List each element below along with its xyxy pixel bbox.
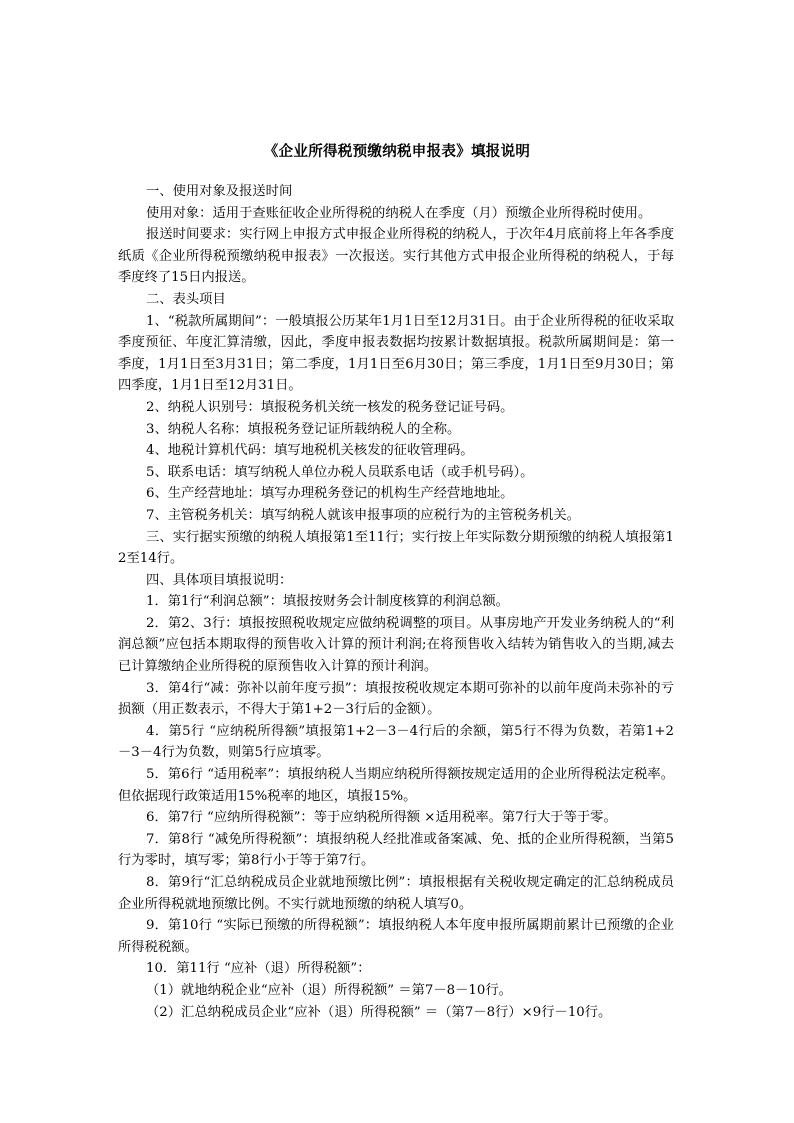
paragraph: 四、具体项目填报说明： (146, 572, 293, 588)
paragraph: 二、表头项目 (146, 291, 226, 307)
paragraph: 10．第11行 “应补（退）所得税额”： (146, 961, 371, 977)
document-body (118, 181, 674, 1023)
paragraph: 8．第9行“汇总纳税成员企业就地预缴比例”：填报根据有关税收规定确定的汇总纳税成员企业所得税就地预缴比例。不实行就地预缴的纳税人填写0。 (118, 875, 674, 912)
paragraph: 7、主管税务机关：填写纳税人就该申报事项的应税行为的主管税务机关。 (146, 507, 580, 523)
paragraph: 3、纳税人名称：填报税务登记证所载纳税人的全称。 (146, 421, 461, 437)
paragraph: 三、实行据实预缴的纳税人填报第1至11行；实行按上年实际数分期预缴的纳税人填报第12至14行。 (118, 529, 674, 567)
paragraph: 7．第8行 “减免所得税额”：填报纳税人经批准或备案减、免、抵的企业所得税额，当第5行为零时，填写零；第8行小于等于第7行。 (118, 831, 674, 869)
paragraph: 2．第2、3行：填报按照税收规定应做纳税调整的项目。从事房地产开发业务纳税人的“利润总额”应包括本期取得的预售收入计算的预计利润;在将预售收入结转为销售收入的当期,减去已计算缴纳企业所得税的原预售收入计算的预计利润。 (118, 615, 674, 675)
paragraph: 使用对象：适用于查账征收企业所得税的纳税人在季度（月）预缴企业所得税时使用。 (146, 205, 652, 221)
paragraph: （2）汇总纳税成员企业“应补（退）所得税额” ＝（第7－8行）×9行－10行。 (146, 1004, 612, 1020)
paragraph: 6．第7行 “应纳所得税额”：等于应纳税所得额 ×适用税率。第7行大于等于零。 (146, 810, 617, 826)
paragraph: 3．第4行“减：弥补以前年度亏损”：填报按税收规定本期可弥补的以前年度尚未弥补的亏损额（用正数表示，不得大于第1+2－3行后的金额）。 (118, 680, 674, 718)
paragraph: 1、“税款所属期间”：一般填报公历某年1月1日至12月31日。由于企业所得税的征收采取季度预征、年度汇算清缴，因此，季度申报表数据均按累计数据填报。税款所属期间是：第一季度，1月1日至3月31日；第二季度，1月1日至6月30日；第三季度，1月1日至9月30日；第四季度，1月1日至12月31日。 (118, 313, 674, 394)
paragraph: （1）就地纳税企业“应补（退）所得税额” ＝第7－8－10行。 (146, 982, 512, 998)
paragraph: 报送时间要求：实行网上申报方式申报企业所得税的纳税人，于次年4月底前将上年各季度纸质《企业所得税预缴纳税申报表》一次报送。实行其他方式申报企业所得税的纳税人，于每季度终了15日内报送。 (118, 227, 674, 286)
paragraph: 4．第5行 “应纳税所得额”填报第1+2－3－4行后的余额，第5行不得为负数，若第1+2－3－4行为负数，则第5行应填零。 (118, 723, 674, 761)
paragraph: 5．第6行 “适用税率”：填报纳税人当期应纳税所得额按规定适用的企业所得税法定税率。但依据现行政策适用15%税率的地区，填报15%。 (118, 767, 674, 804)
paragraph: 1．第1行“利润总额”：填报按财务会计制度核算的利润总额。 (146, 594, 509, 610)
paragraph: 9．第10行 “实际已预缴的所得税额”：填报纳税人本年度申报所属期前累计已预缴的企业所得税税额。 (118, 918, 674, 955)
document-title: 《企业所得税预缴纳税申报表》填报说明 (263, 143, 531, 160)
paragraph: 6、生产经营地址：填写办理税务登记的机构生产经营地地址。 (146, 486, 514, 502)
paragraph: 一、使用对象及报送时间 (146, 184, 293, 199)
paragraph: 4、地税计算机代码：填写地税机关核发的征收管理码。 (146, 443, 474, 459)
paragraph: 2、纳税人识别号：填报税务机关统一核发的税务登记证号码。 (146, 399, 514, 415)
paragraph: 5、联系电话：填写纳税人单位办税人员联系电话（或手机号码）。 (146, 464, 534, 480)
